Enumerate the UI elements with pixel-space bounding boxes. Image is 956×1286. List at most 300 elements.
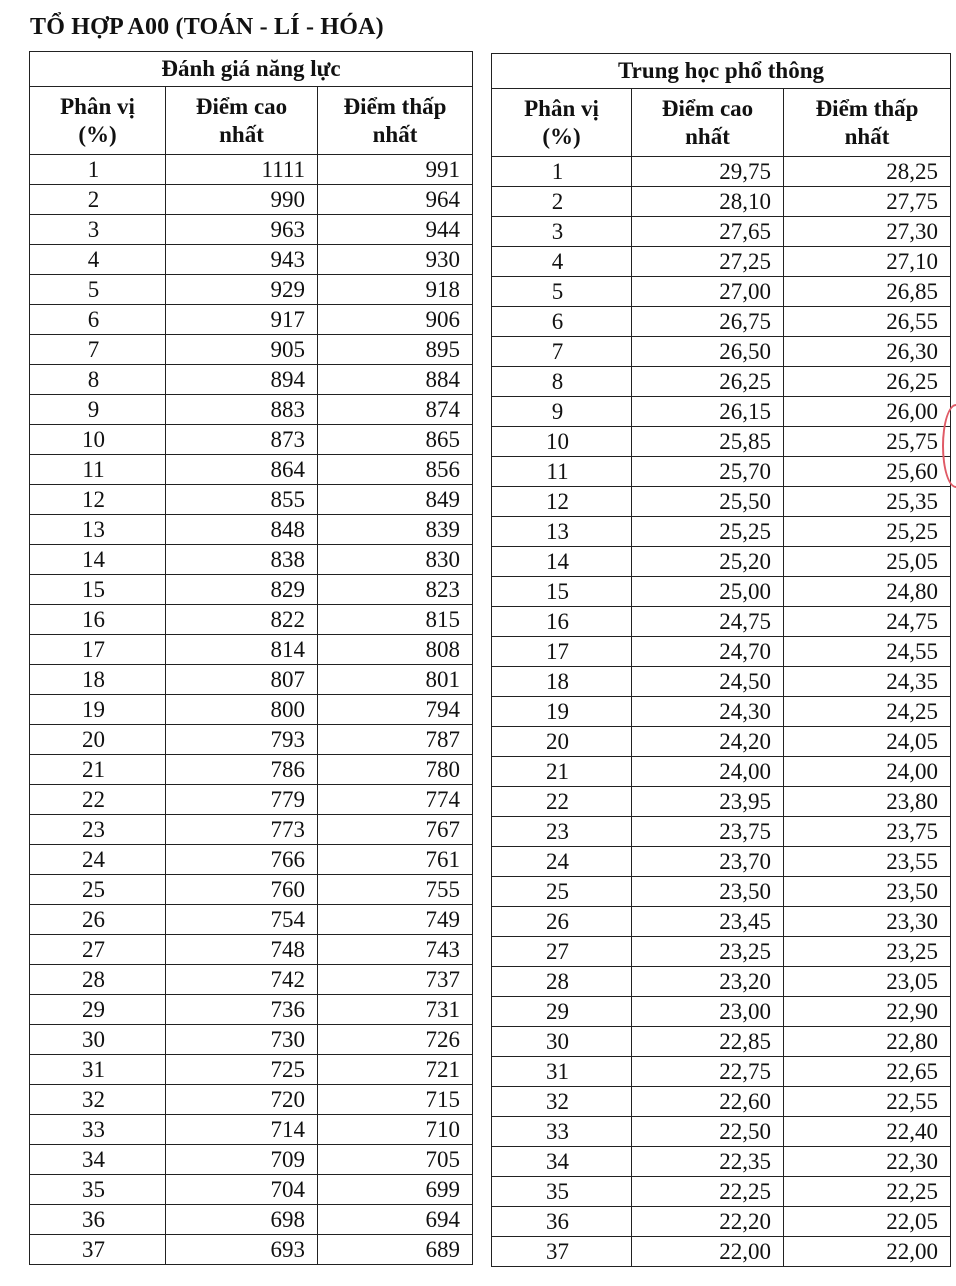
percentile-cell: 1 [30, 155, 166, 185]
min-score-cell: 761 [318, 845, 473, 875]
column-header-percentile: Phân vị (%) [492, 89, 632, 157]
max-score-cell: 929 [166, 275, 318, 305]
table-row [30, 875, 473, 905]
max-score-cell: 25,85 [632, 427, 784, 457]
percentile-cell: 13 [30, 515, 166, 545]
max-score-cell: 864 [166, 455, 318, 485]
percentile-cell: 9 [492, 397, 632, 427]
table-row [30, 1025, 473, 1055]
table-row [30, 245, 473, 275]
percentile-cell: 18 [30, 665, 166, 695]
max-score-cell: 27,65 [632, 217, 784, 247]
percentile-cell: 2 [30, 185, 166, 215]
min-score-cell: 22,80 [784, 1027, 951, 1057]
percentile-cell: 27 [30, 935, 166, 965]
min-score-cell: 22,30 [784, 1147, 951, 1177]
max-score-cell: 917 [166, 305, 318, 335]
max-score-cell: 26,50 [632, 337, 784, 367]
percentile-cell: 7 [30, 335, 166, 365]
min-score-cell: 24,00 [784, 757, 951, 787]
percentile-cell: 7 [492, 337, 632, 367]
min-score-cell: 865 [318, 425, 473, 455]
min-score-cell: 24,25 [784, 697, 951, 727]
max-score-cell: 22,00 [632, 1237, 784, 1267]
table-row [30, 605, 473, 635]
percentile-cell: 10 [30, 425, 166, 455]
percentile-cell: 16 [30, 605, 166, 635]
table-row [30, 995, 473, 1025]
table-row [30, 935, 473, 965]
min-score-cell: 25,60 [784, 457, 951, 487]
nang-luc-score-table [29, 51, 473, 1265]
max-score-cell: 22,20 [632, 1207, 784, 1237]
table-row [492, 517, 951, 547]
percentile-cell: 11 [492, 457, 632, 487]
max-score-cell: 25,50 [632, 487, 784, 517]
min-score-cell: 699 [318, 1175, 473, 1205]
min-score-cell: 808 [318, 635, 473, 665]
percentile-cell: 6 [30, 305, 166, 335]
max-score-cell: 24,70 [632, 637, 784, 667]
table-row [492, 1207, 951, 1237]
min-score-cell: 918 [318, 275, 473, 305]
max-score-cell: 22,75 [632, 1057, 784, 1087]
min-score-cell: 24,55 [784, 637, 951, 667]
max-score-cell: 24,75 [632, 607, 784, 637]
column-header-max-score: Điểm cao nhất [632, 89, 784, 157]
min-score-cell: 944 [318, 215, 473, 245]
min-score-cell: 884 [318, 365, 473, 395]
table-row [492, 367, 951, 397]
max-score-cell: 829 [166, 575, 318, 605]
percentile-cell: 33 [492, 1117, 632, 1147]
table-row [30, 395, 473, 425]
table-row [492, 667, 951, 697]
min-score-cell: 25,25 [784, 517, 951, 547]
table-row [492, 457, 951, 487]
max-score-cell: 26,75 [632, 307, 784, 337]
table-row [492, 697, 951, 727]
table-row [30, 215, 473, 245]
max-score-cell: 23,45 [632, 907, 784, 937]
table-row [30, 635, 473, 665]
min-score-cell: 27,75 [784, 187, 951, 217]
max-score-cell: 720 [166, 1085, 318, 1115]
table-row [492, 877, 951, 907]
min-score-cell: 689 [318, 1235, 473, 1265]
percentile-cell: 35 [30, 1175, 166, 1205]
table-row [492, 997, 951, 1027]
max-score-cell: 27,00 [632, 277, 784, 307]
max-score-cell: 943 [166, 245, 318, 275]
min-score-cell: 22,90 [784, 997, 951, 1027]
min-score-cell: 731 [318, 995, 473, 1025]
min-score-cell: 780 [318, 755, 473, 785]
min-score-cell: 24,35 [784, 667, 951, 697]
min-score-cell: 27,10 [784, 247, 951, 277]
max-score-cell: 873 [166, 425, 318, 455]
max-score-cell: 29,75 [632, 157, 784, 187]
table-row [492, 757, 951, 787]
max-score-cell: 714 [166, 1115, 318, 1145]
table-group-header: Trung học phổ thông [492, 54, 951, 89]
max-score-cell: 24,20 [632, 727, 784, 757]
percentile-cell: 6 [492, 307, 632, 337]
table-row [30, 1055, 473, 1085]
min-score-cell: 22,25 [784, 1177, 951, 1207]
max-score-cell: 800 [166, 695, 318, 725]
min-score-cell: 22,40 [784, 1117, 951, 1147]
table-row [30, 1235, 473, 1265]
max-score-cell: 23,00 [632, 997, 784, 1027]
max-score-cell: 807 [166, 665, 318, 695]
table-row [492, 577, 951, 607]
percentile-cell: 20 [492, 727, 632, 757]
max-score-cell: 23,95 [632, 787, 784, 817]
table-row [30, 1145, 473, 1175]
min-score-cell: 991 [318, 155, 473, 185]
table-row [492, 817, 951, 847]
percentile-cell: 5 [492, 277, 632, 307]
max-score-cell: 855 [166, 485, 318, 515]
max-score-cell: 786 [166, 755, 318, 785]
table-row [30, 785, 473, 815]
min-score-cell: 23,50 [784, 877, 951, 907]
max-score-cell: 23,25 [632, 937, 784, 967]
min-score-cell: 849 [318, 485, 473, 515]
table-row [30, 305, 473, 335]
max-score-cell: 25,20 [632, 547, 784, 577]
min-score-cell: 767 [318, 815, 473, 845]
min-score-cell: 26,30 [784, 337, 951, 367]
min-score-cell: 749 [318, 905, 473, 935]
table-row [30, 515, 473, 545]
min-score-cell: 23,25 [784, 937, 951, 967]
table-row [492, 427, 951, 457]
max-score-cell: 25,25 [632, 517, 784, 547]
min-score-cell: 26,00 [784, 397, 951, 427]
percentile-cell: 31 [30, 1055, 166, 1085]
table-group-header: Đánh giá năng lực [30, 52, 473, 87]
percentile-cell: 23 [30, 815, 166, 845]
max-score-cell: 748 [166, 935, 318, 965]
max-score-cell: 848 [166, 515, 318, 545]
min-score-cell: 787 [318, 725, 473, 755]
min-score-cell: 830 [318, 545, 473, 575]
min-score-cell: 26,55 [784, 307, 951, 337]
max-score-cell: 883 [166, 395, 318, 425]
max-score-cell: 698 [166, 1205, 318, 1235]
min-score-cell: 25,05 [784, 547, 951, 577]
min-score-cell: 874 [318, 395, 473, 425]
table-row [492, 847, 951, 877]
table-row [492, 637, 951, 667]
min-score-cell: 755 [318, 875, 473, 905]
table-row [30, 905, 473, 935]
max-score-cell: 22,50 [632, 1117, 784, 1147]
page-title: TỔ HỢP A00 (TOÁN - LÍ - HÓA) [30, 14, 384, 40]
max-score-cell: 22,60 [632, 1087, 784, 1117]
min-score-cell: 23,75 [784, 817, 951, 847]
min-score-cell: 24,05 [784, 727, 951, 757]
table-row [492, 1237, 951, 1267]
table-row [30, 815, 473, 845]
table-row [492, 337, 951, 367]
table-row [492, 157, 951, 187]
percentile-cell: 17 [492, 637, 632, 667]
percentile-cell: 8 [30, 365, 166, 395]
table-row [30, 425, 473, 455]
table-row [492, 547, 951, 577]
percentile-cell: 22 [30, 785, 166, 815]
max-score-cell: 22,25 [632, 1177, 784, 1207]
max-score-cell: 26,25 [632, 367, 784, 397]
table-row [492, 1117, 951, 1147]
max-score-cell: 754 [166, 905, 318, 935]
min-score-cell: 895 [318, 335, 473, 365]
max-score-cell: 24,30 [632, 697, 784, 727]
percentile-cell: 4 [492, 247, 632, 277]
table-row [492, 1057, 951, 1087]
table-row [30, 335, 473, 365]
min-score-cell: 26,25 [784, 367, 951, 397]
min-score-cell: 28,25 [784, 157, 951, 187]
percentile-cell: 29 [30, 995, 166, 1025]
table-row [492, 187, 951, 217]
table-row [492, 937, 951, 967]
percentile-cell: 32 [30, 1085, 166, 1115]
percentile-cell: 18 [492, 667, 632, 697]
min-score-cell: 705 [318, 1145, 473, 1175]
percentile-cell: 29 [492, 997, 632, 1027]
table-row [30, 725, 473, 755]
table-row [30, 1085, 473, 1115]
percentile-cell: 21 [30, 755, 166, 785]
table-row [30, 695, 473, 725]
percentile-cell: 19 [492, 697, 632, 727]
max-score-cell: 709 [166, 1145, 318, 1175]
table-row [30, 185, 473, 215]
column-header-min-score: Điểm thấp nhất [784, 89, 951, 157]
min-score-cell: 794 [318, 695, 473, 725]
max-score-cell: 24,50 [632, 667, 784, 697]
thpt-score-table [491, 53, 951, 1267]
percentile-cell: 22 [492, 787, 632, 817]
max-score-cell: 28,10 [632, 187, 784, 217]
min-score-cell: 815 [318, 605, 473, 635]
percentile-cell: 9 [30, 395, 166, 425]
percentile-cell: 2 [492, 187, 632, 217]
percentile-cell: 12 [492, 487, 632, 517]
min-score-cell: 23,05 [784, 967, 951, 997]
percentile-cell: 34 [492, 1147, 632, 1177]
min-score-cell: 23,30 [784, 907, 951, 937]
percentile-cell: 26 [30, 905, 166, 935]
percentile-cell: 24 [492, 847, 632, 877]
min-score-cell: 25,75 [784, 427, 951, 457]
min-score-cell: 964 [318, 185, 473, 215]
min-score-cell: 801 [318, 665, 473, 695]
max-score-cell: 22,85 [632, 1027, 784, 1057]
percentile-cell: 14 [30, 545, 166, 575]
min-score-cell: 823 [318, 575, 473, 605]
percentile-cell: 28 [30, 965, 166, 995]
percentile-cell: 12 [30, 485, 166, 515]
percentile-cell: 19 [30, 695, 166, 725]
percentile-cell: 25 [30, 875, 166, 905]
min-score-cell: 737 [318, 965, 473, 995]
min-score-cell: 694 [318, 1205, 473, 1235]
max-score-cell: 742 [166, 965, 318, 995]
table-row [30, 365, 473, 395]
table-row [492, 607, 951, 637]
table-row [30, 755, 473, 785]
percentile-cell: 32 [492, 1087, 632, 1117]
table-row [492, 487, 951, 517]
percentile-cell: 1 [492, 157, 632, 187]
table-row [492, 307, 951, 337]
max-score-cell: 760 [166, 875, 318, 905]
table-row [30, 1115, 473, 1145]
table-row [30, 275, 473, 305]
max-score-cell: 766 [166, 845, 318, 875]
max-score-cell: 773 [166, 815, 318, 845]
table-row [30, 965, 473, 995]
max-score-cell: 693 [166, 1235, 318, 1265]
table-row [492, 1087, 951, 1117]
max-score-cell: 25,70 [632, 457, 784, 487]
max-score-cell: 905 [166, 335, 318, 365]
max-score-cell: 963 [166, 215, 318, 245]
percentile-cell: 36 [492, 1207, 632, 1237]
percentile-cell: 23 [492, 817, 632, 847]
max-score-cell: 1111 [166, 155, 318, 185]
min-score-cell: 743 [318, 935, 473, 965]
min-score-cell: 906 [318, 305, 473, 335]
percentile-cell: 34 [30, 1145, 166, 1175]
table-row [30, 1205, 473, 1235]
min-score-cell: 23,55 [784, 847, 951, 877]
percentile-cell: 28 [492, 967, 632, 997]
table-row [30, 455, 473, 485]
percentile-cell: 10 [492, 427, 632, 457]
min-score-cell: 930 [318, 245, 473, 275]
min-score-cell: 726 [318, 1025, 473, 1055]
table-row [492, 247, 951, 277]
max-score-cell: 990 [166, 185, 318, 215]
table-row [492, 217, 951, 247]
percentile-cell: 25 [492, 877, 632, 907]
max-score-cell: 25,00 [632, 577, 784, 607]
table-row [492, 787, 951, 817]
percentile-cell: 16 [492, 607, 632, 637]
max-score-cell: 704 [166, 1175, 318, 1205]
percentile-cell: 4 [30, 245, 166, 275]
max-score-cell: 736 [166, 995, 318, 1025]
min-score-cell: 24,75 [784, 607, 951, 637]
max-score-cell: 725 [166, 1055, 318, 1085]
percentile-cell: 3 [30, 215, 166, 245]
max-score-cell: 894 [166, 365, 318, 395]
column-header-percentile: Phân vị (%) [30, 87, 166, 155]
column-header-min-score: Điểm thấp nhất [318, 87, 473, 155]
table-row [30, 1175, 473, 1205]
max-score-cell: 793 [166, 725, 318, 755]
column-header-max-score: Điểm cao nhất [166, 87, 318, 155]
min-score-cell: 26,85 [784, 277, 951, 307]
percentile-cell: 21 [492, 757, 632, 787]
percentile-cell: 27 [492, 937, 632, 967]
max-score-cell: 23,50 [632, 877, 784, 907]
percentile-cell: 5 [30, 275, 166, 305]
percentile-cell: 8 [492, 367, 632, 397]
percentile-cell: 15 [492, 577, 632, 607]
percentile-cell: 31 [492, 1057, 632, 1087]
table-row [30, 155, 473, 185]
percentile-cell: 24 [30, 845, 166, 875]
min-score-cell: 774 [318, 785, 473, 815]
table-row [492, 1177, 951, 1207]
percentile-cell: 14 [492, 547, 632, 577]
table-row [30, 485, 473, 515]
table-row [30, 665, 473, 695]
max-score-cell: 23,20 [632, 967, 784, 997]
percentile-cell: 26 [492, 907, 632, 937]
table-row [492, 277, 951, 307]
min-score-cell: 22,55 [784, 1087, 951, 1117]
percentile-cell: 37 [492, 1237, 632, 1267]
percentile-cell: 15 [30, 575, 166, 605]
percentile-cell: 36 [30, 1205, 166, 1235]
max-score-cell: 23,70 [632, 847, 784, 877]
percentile-cell: 11 [30, 455, 166, 485]
max-score-cell: 23,75 [632, 817, 784, 847]
percentile-cell: 3 [492, 217, 632, 247]
percentile-cell: 17 [30, 635, 166, 665]
percentile-cell: 30 [30, 1025, 166, 1055]
percentile-cell: 13 [492, 517, 632, 547]
table-row [492, 727, 951, 757]
table-row [492, 397, 951, 427]
percentile-cell: 30 [492, 1027, 632, 1057]
max-score-cell: 730 [166, 1025, 318, 1055]
max-score-cell: 838 [166, 545, 318, 575]
min-score-cell: 24,80 [784, 577, 951, 607]
max-score-cell: 22,35 [632, 1147, 784, 1177]
percentile-cell: 35 [492, 1177, 632, 1207]
max-score-cell: 24,00 [632, 757, 784, 787]
table-row [30, 845, 473, 875]
max-score-cell: 26,15 [632, 397, 784, 427]
min-score-cell: 22,00 [784, 1237, 951, 1267]
min-score-cell: 22,65 [784, 1057, 951, 1087]
percentile-cell: 33 [30, 1115, 166, 1145]
percentile-cell: 37 [30, 1235, 166, 1265]
min-score-cell: 23,80 [784, 787, 951, 817]
max-score-cell: 822 [166, 605, 318, 635]
min-score-cell: 25,35 [784, 487, 951, 517]
percentile-cell: 20 [30, 725, 166, 755]
min-score-cell: 856 [318, 455, 473, 485]
max-score-cell: 27,25 [632, 247, 784, 277]
min-score-cell: 710 [318, 1115, 473, 1145]
min-score-cell: 839 [318, 515, 473, 545]
table-row [492, 907, 951, 937]
max-score-cell: 779 [166, 785, 318, 815]
min-score-cell: 715 [318, 1085, 473, 1115]
min-score-cell: 22,05 [784, 1207, 951, 1237]
table-row [30, 545, 473, 575]
